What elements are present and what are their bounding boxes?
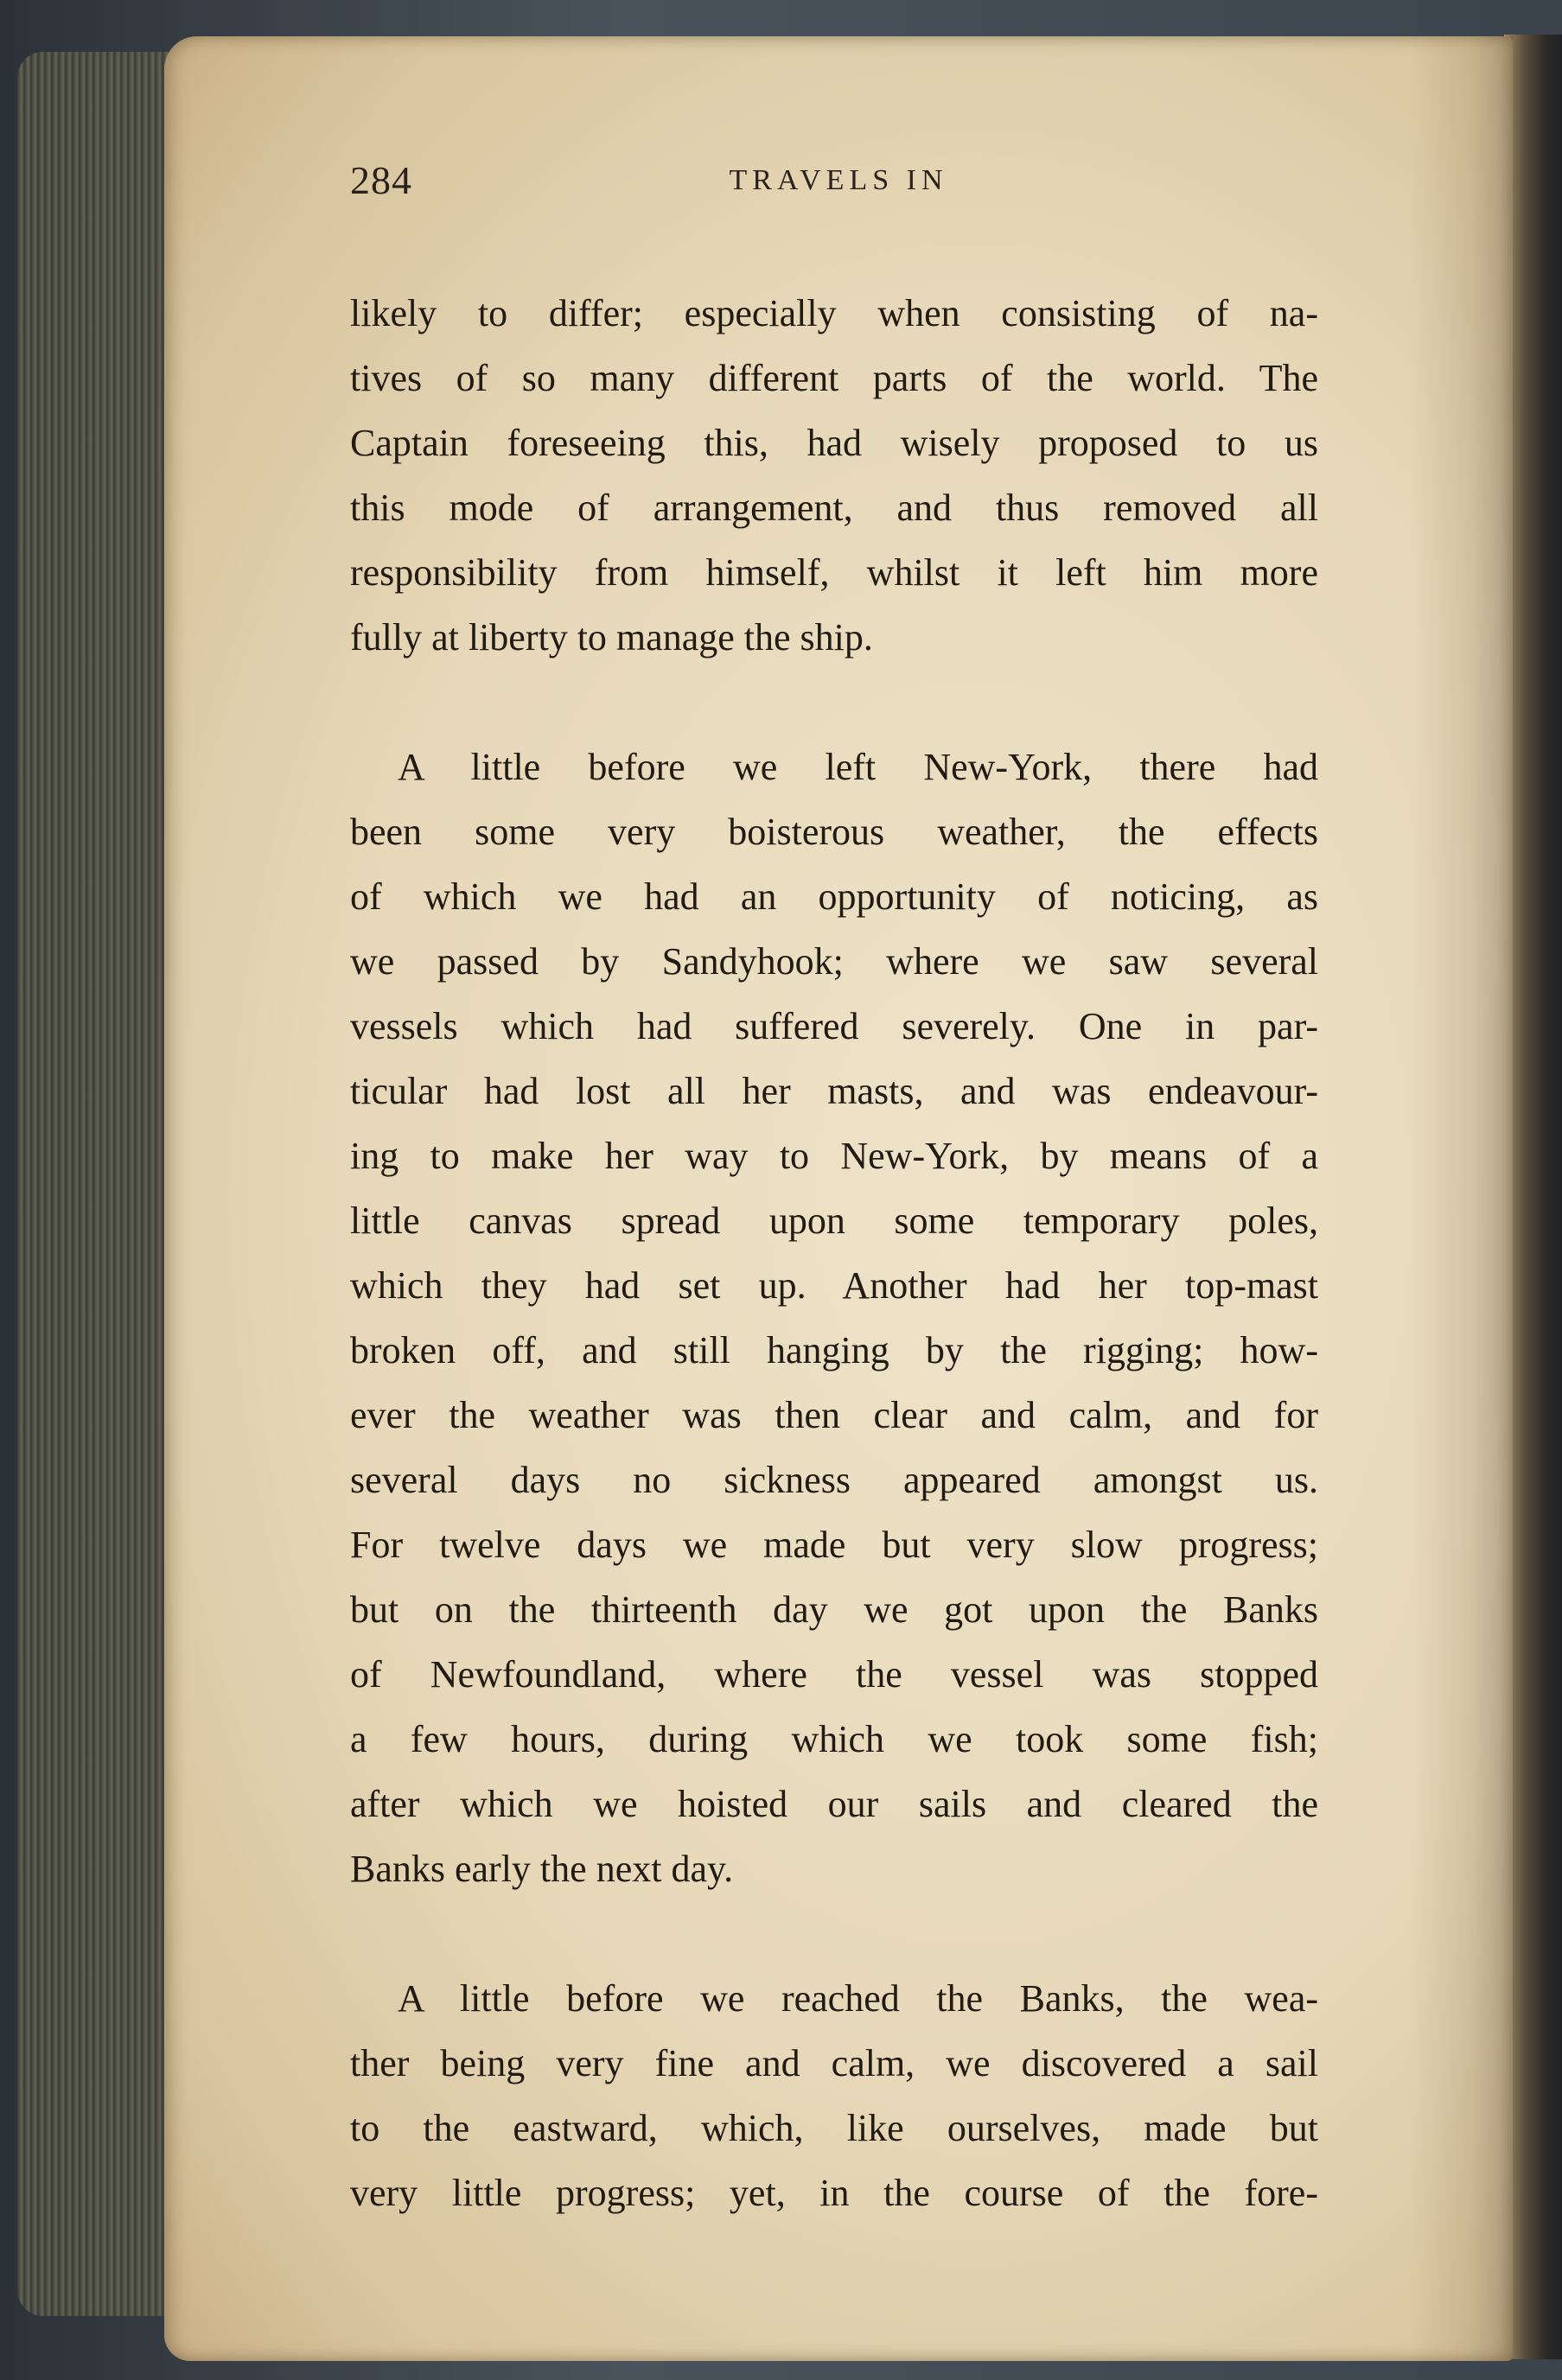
text-line: we passed by Sandyhook; where we saw several (350, 940, 1318, 983)
paragraph-1 (350, 281, 1318, 670)
book-spine-edge (1504, 35, 1562, 2359)
text-line: little canvas spread upon some temporary poles, (350, 1200, 1318, 1242)
text-line: been some very boisterous weather, the effects (350, 811, 1318, 853)
text-line: A little before we left New-York, there had (398, 746, 1318, 788)
text-line: a few hours, during which we took some fish; (350, 1718, 1318, 1760)
paragraph-2 (350, 735, 1318, 1901)
text-line: likely to differ; especially when consisting of na- (350, 292, 1318, 334)
text-line: after which we hoisted our sails and cleared the (350, 1783, 1318, 1825)
text-line: several days no sickness appeared amongst us. (350, 1459, 1318, 1501)
gutter-shadow (1409, 36, 1513, 2361)
book-page-edges (17, 52, 173, 2316)
paragraph-gap (350, 1901, 1318, 1966)
text-line: Captain foreseeing this, had wisely proposed to us (350, 422, 1318, 464)
text-line: ever the weather was then clear and calm, and for (350, 1394, 1318, 1436)
text-line: broken off, and still hanging by the rigging; how- (350, 1329, 1318, 1371)
text-line: this mode of arrangement, and thus removed all (350, 487, 1318, 529)
text-line: of Newfoundland, where the vessel was stopped (350, 1653, 1318, 1696)
text-line: ticular had lost all her masts, and was endeavour- (350, 1070, 1318, 1112)
text-line: of which we had an opportunity of noticing, as (350, 875, 1318, 918)
paragraph-gap (350, 670, 1318, 735)
text-line: A little before we reached the Banks, the wea- (398, 1977, 1318, 2020)
text-line: to the eastward, which, like ourselves, made but (350, 2107, 1318, 2149)
body-text (350, 281, 1318, 2225)
text-line: fully at liberty to manage the ship. (350, 616, 873, 659)
text-line: For twelve days we made but very slow progress; (350, 1524, 1318, 1566)
text-line: Banks early the next day. (350, 1848, 734, 1890)
text-line: ther being very fine and calm, we discovered a sail (350, 2042, 1318, 2084)
text-line: responsibility from himself, whilst it left him more (350, 551, 1318, 594)
text-line: which they had set up. Another had her top-mast (350, 1264, 1318, 1307)
running-head: TRAVELS IN (729, 164, 948, 196)
text-line: very little progress; yet, in the course of the fore- (350, 2172, 1318, 2214)
page-header (350, 157, 1327, 209)
text-line: ing to make her way to New-York, by means of a (350, 1135, 1318, 1177)
book-page (164, 36, 1513, 2361)
text-line: but on the thirteenth day we got upon the Banks (350, 1588, 1318, 1631)
paragraph-3 (350, 1966, 1318, 2225)
text-line: tives of so many different parts of the world. The (350, 357, 1318, 399)
text-line: vessels which had suffered severely. One in par- (350, 1005, 1318, 1047)
page-number: 284 (350, 158, 412, 202)
